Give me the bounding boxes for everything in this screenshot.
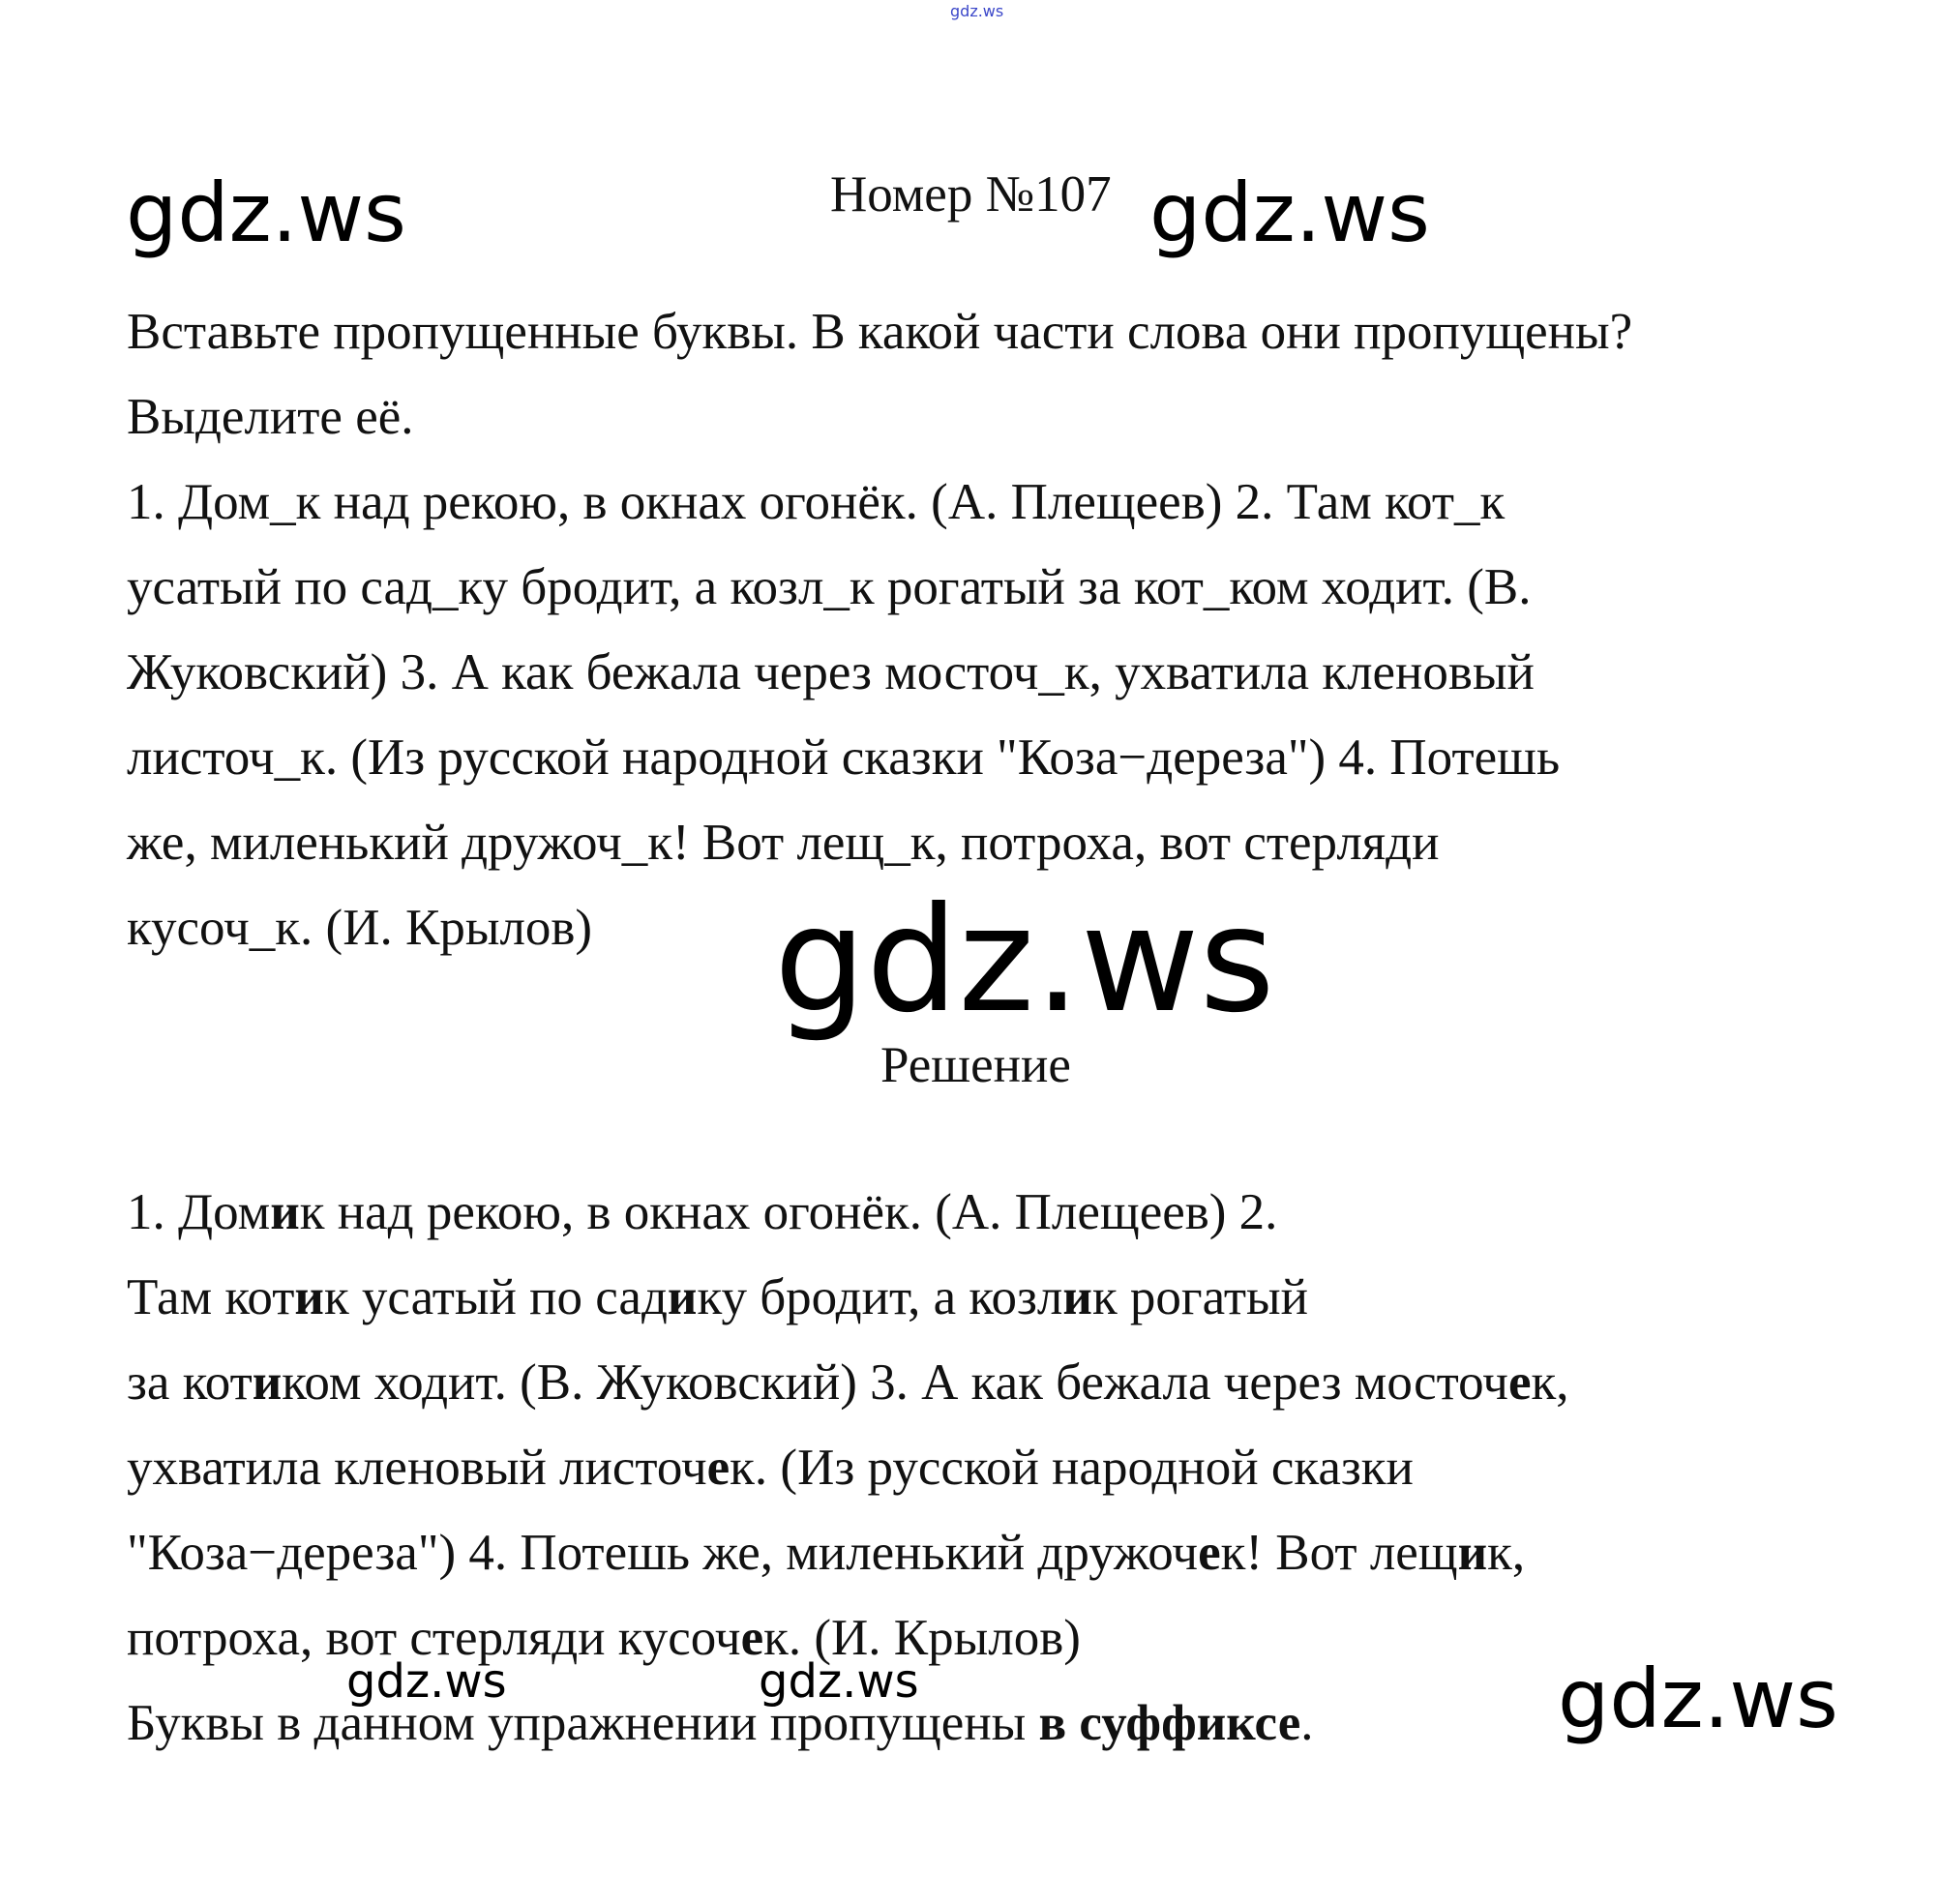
inserted-letter: и: [270, 1184, 300, 1240]
solution-line: потроха, вот стерляди кусочек. (И. Крылов): [127, 1610, 1081, 1666]
task-line: же, миленький дружоч_к! Вот лещ_к, потроха, вот стерляди: [127, 815, 1440, 871]
inserted-letter: и: [294, 1269, 324, 1325]
task-line: листоч_к. (Из русской народной сказки "Коза−дереза") 4. Потешь: [127, 729, 1561, 786]
page-title: Номер №107: [830, 166, 1112, 223]
watermark-top-left: gdz.ws: [126, 165, 406, 260]
solution-line: "Коза−дереза") 4. Потешь же, миленький дружочек! Вот лещик,: [127, 1525, 1526, 1581]
inserted-letter: и: [1062, 1269, 1092, 1325]
inserted-letter: е: [1507, 1354, 1532, 1411]
watermark-center: gdz.ws: [774, 877, 1275, 1045]
solution-line: за котиком ходит. (В. Жуковский) 3. А как бежала через мосточек,: [127, 1354, 1569, 1411]
answer-emphasis: в суффиксе: [1038, 1695, 1301, 1751]
task-line: кусоч_к. (И. Крылов): [127, 900, 593, 956]
inserted-letter: е: [740, 1610, 764, 1666]
task-line: Вставьте пропущенные буквы. В какой части слова они пропущены?: [127, 304, 1633, 360]
inserted-letter: е: [1198, 1525, 1221, 1581]
inserted-letter: и: [1457, 1525, 1488, 1581]
inserted-letter: и: [252, 1354, 283, 1411]
task-line: 1. Дом_к над рекою, в окнах огонёк. (А. Плещеев) 2. Там кот_к: [127, 474, 1506, 530]
watermark-top-right: gdz.ws: [1149, 165, 1430, 260]
watermark-bottom-right: gdz.ws: [1558, 1651, 1838, 1746]
task-line: усатый по сад_ку бродит, а козл_к рогатый за кот_ком ходит. (В.: [127, 559, 1532, 615]
solution-line: Там котик усатый по садику бродит, а козлик рогатый: [127, 1269, 1308, 1325]
task-line: Выделите её.: [127, 389, 414, 445]
solution-line: 1. Домик над рекою, в окнах огонёк. (А. Плещеев) 2.: [127, 1184, 1278, 1240]
solution-heading: Решение: [880, 1037, 1071, 1093]
watermark-bottom-b: gdz.ws: [759, 1654, 919, 1709]
inserted-letter: и: [667, 1269, 698, 1325]
inserted-letter: е: [706, 1440, 730, 1496]
task-line: Жуковский) 3. А как бежала через мосточ_к, ухватила кленовый: [127, 644, 1535, 700]
watermark-bottom-a: gdz.ws: [346, 1654, 507, 1709]
solution-line: ухватила кленовый листочек. (Из русской народной сказки: [127, 1440, 1414, 1496]
watermark-top-tiny: gdz.ws: [950, 2, 1004, 20]
solution-conclusion: Буквы в данном упражнении пропущены в суффиксе.: [127, 1695, 1314, 1751]
